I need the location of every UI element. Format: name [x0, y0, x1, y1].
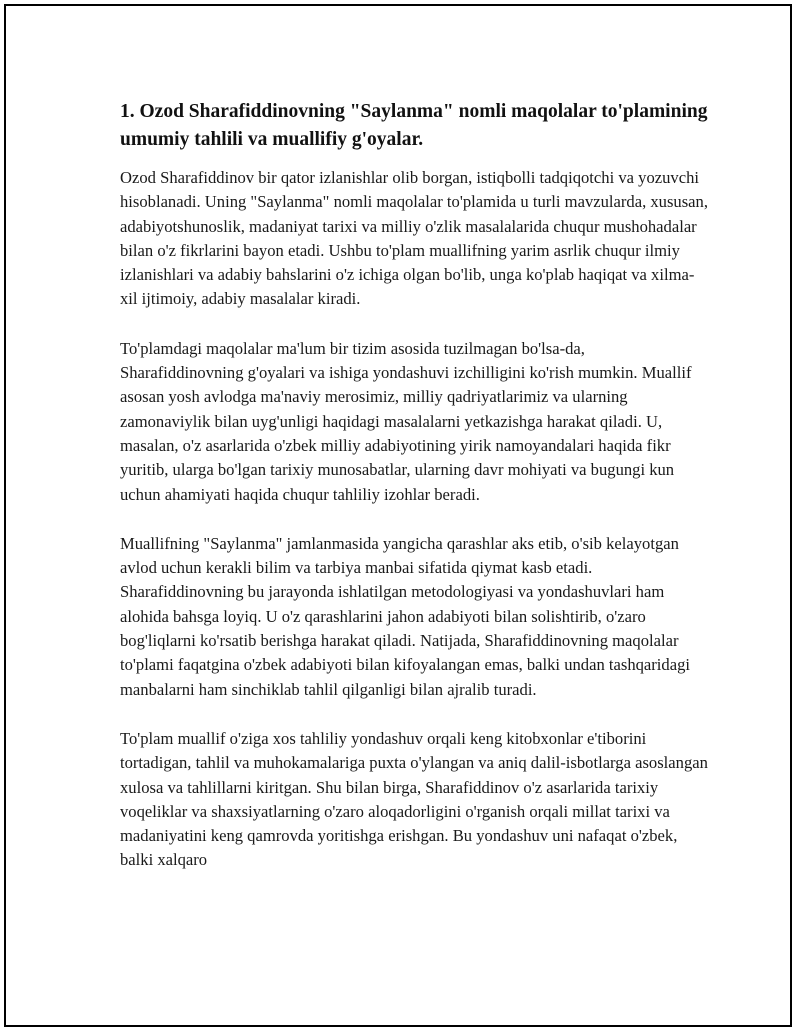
- paragraph-1: Ozod Sharafiddinov bir qator izlanishlar olib borgan, istiqbolli tadqiqotchi va yozuvchi hisoblanadi. Uning "Saylanma" nomli maqolalar to'plamida u turli mavzularda, xususan, adabiyotshunoslik, madaniyat tarixi va milliy o'zlik masalalarida chuqur mushohadalar bilan o'z fikrlarini bayon etadi. Ushbu to'plam muallifning yarim asrlik chuqur ilmiy izlanishlari va adabiy bahslarini o'z ichiga olgan bo'lib, unga ko'plab haqiqat va xilma-xil ijtimoiy, adabiy masalalar kiradi.: [120, 168, 708, 309]
- page-frame: [4, 4, 792, 1027]
- paragraph-4: To'plam muallif o'ziga xos tahliliy yondashuv orqali keng kitobxonlar e'tiborini tortadigan, tahlil va muhokamalariga puxta o'ylangan va aniq dalil-isbotlarga asoslangan xulosa va tahlillarni kiritgan. Shu bilan birga, Sharafiddinov o'z asarlarida tarixiy voqeliklar va shaxsiyatlarning o'zaro aloqadorligini o'rganish orqali millat tarixi va madaniyatini keng qamrovda yoritishga erishgan. Bu yondashuv uni nafaqat o'zbek, balki xalqaro: [120, 728, 708, 870]
- paragraph-2: To'plamdagi maqolalar ma'lum bir tizim asosida tuzilmagan bo'lsa-da, Sharafiddinovning g'oyalari va ishiga yondashuvi izchilligini ko'rish mumkin. Muallif asosan yosh avlodga ma'naviy merosimiz, milliy qadriyatlarimiz va ularning zamonaviylik bilan uyg'unligi haqidagi masalalarni yetkazishga harakat qiladi. U, masalan, o'z asarlarida o'zbek milliy adabiyotining yirik namoyandalari haqida fikr yuritib, ularga bo'lgan tarixiy munosabatlar, ularning davr mohiyati va bugungi kun uchun ahamiyati haqida chuqur tahliliy izohlar beradi.: [120, 338, 692, 504]
- paragraph-3: Muallifning "Saylanma" jamlanmasida yangicha qarashlar aks etib, o'sib kelayotgan avlod uchun kerakli bilim va tarbiya manbai sifatida qiymat kasb etadi. Sharafiddinovning bu jarayonda ishlatilgan metodologiyasi va yondashuvlari ham alohida bahsga loyiq. U o'z qarashlarini jahon adabiyoti bilan solishtirib, o'zaro bog'liqlarni ko'rsatib berishga harakat qiladi. Natijada, Sharafiddinovning maqolalar to'plami faqatgina o'zbek adabiyoti bilan kifoyalangan emas, balki undan tashqaridagi manbalarni ham sinchiklab tahlil qilganligi bilan ajralib turadi.: [120, 533, 690, 699]
- section-heading: 1. Ozod Sharafiddinovning "Saylanma" nomli maqolalar to'plamining umumiy tahlili va muallifiy g'oyalar.: [120, 101, 708, 150]
- document-body: [120, 98, 710, 873]
